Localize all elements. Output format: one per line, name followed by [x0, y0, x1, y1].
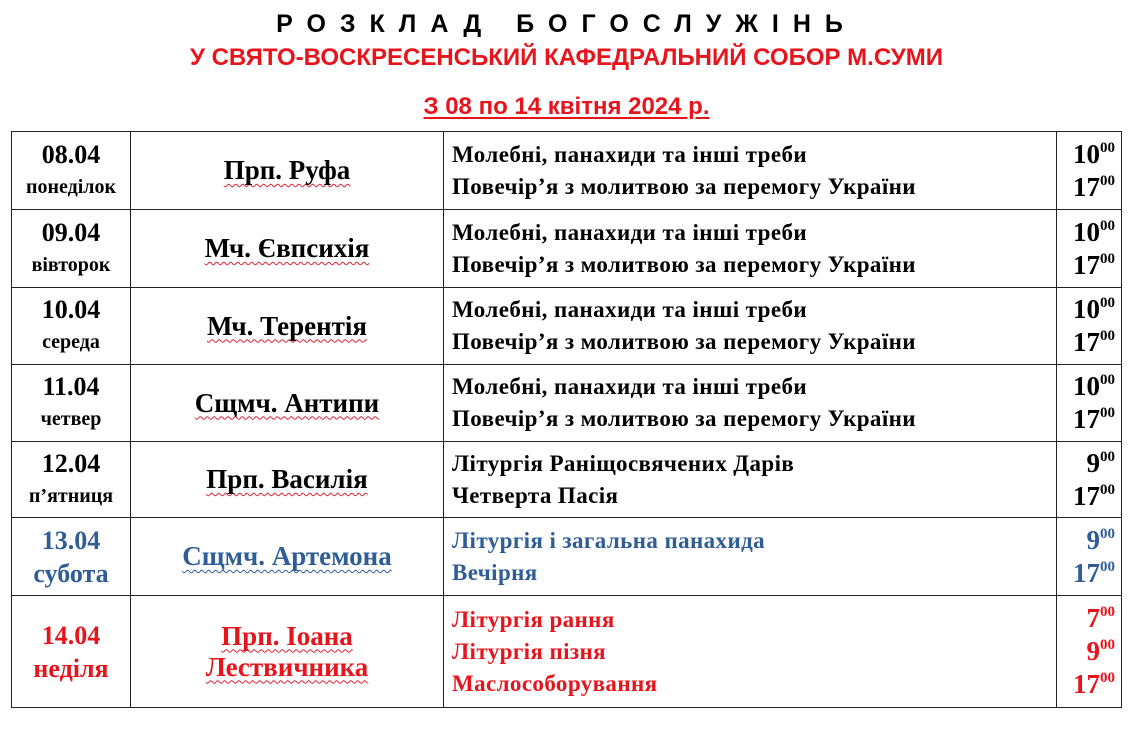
weekday: середа: [42, 331, 100, 353]
saint-name: Мч. Терентія: [206, 310, 368, 341]
weekday: четвер: [40, 408, 102, 430]
date: 14.04: [41, 620, 101, 650]
services-cell: [444, 442, 1057, 518]
schedule-title: РОЗКЛАД БОГОСЛУЖІНЬ: [276, 10, 857, 38]
date-cell: [12, 596, 131, 708]
service-time: $9^{00}$: [1086, 524, 1115, 555]
date: 08.04: [41, 139, 101, 169]
day-row-wednesday: [12, 288, 1122, 365]
date: 09.04: [41, 217, 101, 247]
services-cell: [444, 365, 1057, 442]
service-item: Літургія Раніщосвячених Дарів: [452, 450, 795, 476]
day-row-sunday: [12, 596, 1122, 708]
service-item: Літургія пізня: [452, 638, 607, 664]
service-time: $17^{00}$: [1073, 404, 1115, 434]
saint-name: Прп. Іоана: [221, 620, 353, 651]
date-cell: [12, 288, 131, 365]
times-cell: [1057, 365, 1122, 442]
times-cell: [1057, 596, 1122, 708]
times-cell: [1057, 518, 1122, 596]
service-time: $17^{00}$: [1073, 557, 1115, 588]
saint-name: Мч. Євпсихія: [204, 233, 370, 263]
date-cell: [12, 132, 131, 210]
service-time: $9^{00}$: [1086, 636, 1115, 666]
saint-name: Сщмч. Артемона: [182, 541, 392, 571]
service-time: $17^{00}$: [1073, 171, 1115, 202]
service-time: $17^{00}$: [1073, 669, 1115, 699]
saint-name: Сщмч. Антипи: [194, 387, 380, 418]
day-row-friday: [12, 442, 1122, 518]
services-cell: [444, 210, 1057, 288]
schedule-table: [11, 131, 1122, 708]
service-time: $10^{00}$: [1073, 371, 1115, 401]
date: 12.04: [41, 448, 101, 478]
weekday: п’ятниця: [28, 484, 114, 507]
times-cell: [1057, 210, 1122, 288]
service-item: Повечір’я з молитвою за перемогу України: [452, 329, 916, 354]
weekday: субота: [33, 558, 109, 588]
weekday: понеділок: [25, 175, 117, 198]
day-row-saturday: [12, 518, 1122, 596]
saint-cell: [131, 288, 444, 365]
date-cell: [12, 365, 131, 442]
date-cell: [12, 210, 131, 288]
day-row-tuesday: [12, 210, 1122, 288]
service-item: Молебні, панахиди та інші треби: [452, 141, 808, 167]
service-time: $10^{00}$: [1073, 294, 1115, 324]
services-cell: [444, 518, 1057, 596]
times-cell: [1057, 288, 1122, 365]
service-time: $17^{00}$: [1073, 480, 1115, 511]
saint-name: Прп. Руфа: [223, 155, 351, 185]
services-cell: [444, 596, 1057, 708]
service-item: Повечір’я з молитвою за перемогу України: [452, 173, 916, 199]
date-cell: [12, 518, 131, 596]
times-cell: [1057, 132, 1122, 210]
saint-cell: [131, 518, 444, 596]
date: 13.04: [41, 525, 101, 555]
service-time: $10^{00}$: [1073, 216, 1115, 247]
saint-cell: [131, 365, 444, 442]
date: 10.04: [41, 295, 101, 324]
saint-cell: [131, 132, 444, 210]
weekday: вівторок: [31, 253, 111, 276]
service-time: $10^{00}$: [1073, 138, 1115, 169]
service-item: Повечір’я з молитвою за перемогу України: [452, 406, 916, 431]
cathedral-subtitle: У СВЯТО-ВОСКРЕСЕНСЬКИЙ КАФЕДРАЛЬНИЙ СОБОР М.СУМИ: [189, 44, 944, 71]
saint-cell: [131, 210, 444, 288]
date: 11.04: [42, 372, 100, 401]
times-cell: [1057, 442, 1122, 518]
service-time: $17^{00}$: [1073, 249, 1115, 280]
service-item: Молебні, панахиди та інші треби: [452, 219, 808, 245]
service-time: $7^{00}$: [1086, 603, 1115, 633]
saint-cell: [131, 442, 444, 518]
service-item: Маслособорування: [452, 670, 658, 696]
saint-name: Лествичника: [205, 651, 369, 682]
service-item: Молебні, панахиди та інші треби: [452, 297, 808, 322]
day-row-thursday: [12, 365, 1122, 442]
service-item: Повечір’я з молитвою за перемогу України: [452, 251, 916, 277]
service-item: Молебні, панахиди та інші треби: [452, 374, 808, 399]
saint-name: Прп. Василія: [206, 464, 368, 494]
services-cell: [444, 132, 1057, 210]
service-time: $9^{00}$: [1086, 447, 1115, 478]
date-cell: [12, 442, 131, 518]
service-item: Четверта Пасія: [452, 482, 619, 508]
service-time: $17^{00}$: [1073, 327, 1115, 357]
day-row-monday: [12, 132, 1122, 210]
service-item: Літургія і загальна панахида: [452, 527, 766, 553]
saint-cell: [131, 596, 444, 708]
services-cell: [444, 288, 1057, 365]
date-range: З 08 по 14 квітня 2024 р.: [423, 93, 710, 120]
service-item: Вечірня: [452, 559, 538, 585]
weekday: неділя: [33, 653, 109, 683]
service-item: Літургія рання: [452, 606, 615, 632]
